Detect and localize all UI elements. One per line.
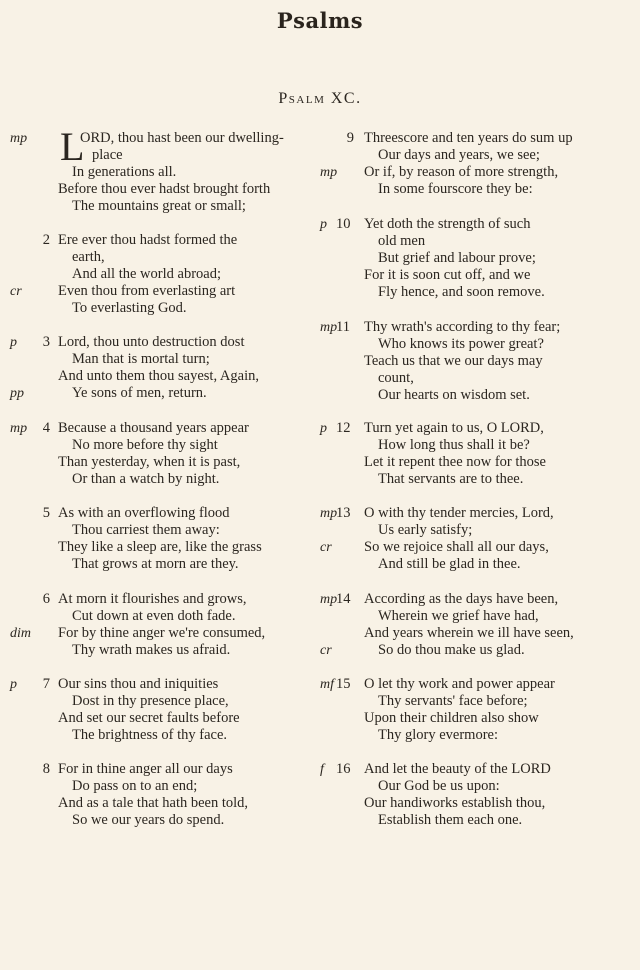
verse-text: place — [92, 147, 123, 163]
verse-text: How long thus shall it be? — [378, 437, 530, 453]
verse-line — [320, 522, 590, 539]
verse-text: And years wherein we ill have seen, — [364, 625, 574, 641]
verse-number: 14 — [336, 591, 351, 607]
verse-number: 11 — [336, 319, 350, 335]
verse-text: At morn it flourishes and grows, — [58, 591, 247, 607]
verse-line — [10, 232, 310, 249]
verse-line — [320, 336, 590, 353]
running-head: Psalms — [276, 8, 364, 33]
verse-text: Wherein we grief have had, — [378, 608, 539, 624]
verse-line — [10, 693, 310, 710]
dynamic-mark: mp — [320, 506, 338, 521]
dynamic-mark: p — [10, 335, 17, 350]
verse-text: Turn yet again to us, O LORD, — [364, 420, 544, 436]
verse-number: 8 — [42, 761, 50, 777]
verse-text: Man that is mortal turn; — [72, 351, 210, 367]
dynamic-mark: p — [320, 217, 327, 232]
verse-line — [320, 164, 590, 181]
verse-text: Thy wrath makes us afraid. — [72, 642, 231, 658]
verse-text: But grief and labour prove; — [378, 250, 536, 266]
verse-line — [320, 353, 590, 370]
verse-line — [320, 727, 590, 744]
verse-text: Our hearts on wisdom set. — [378, 387, 530, 403]
verse-text: No more before thy sight — [72, 437, 218, 453]
verse-text: Who knows its power great? — [378, 336, 544, 352]
verse-text: Ye sons of men, return. — [72, 385, 207, 401]
stanza — [10, 761, 310, 829]
verse-line — [320, 812, 590, 829]
stanza — [10, 232, 310, 317]
verse-line — [10, 795, 310, 812]
verse-text: Fly hence, and soon remove. — [378, 284, 545, 300]
stanza — [320, 130, 590, 198]
dynamic-mark: cr — [320, 643, 332, 658]
verse-number: 4 — [42, 420, 50, 436]
verse-number: 12 — [336, 420, 351, 436]
verse-line — [10, 164, 310, 181]
verse-text: Upon their children also show — [364, 710, 539, 726]
verse-line — [320, 539, 590, 556]
verse-line — [320, 250, 590, 267]
verse-text: earth, — [72, 249, 105, 265]
verse-line — [10, 198, 310, 215]
dynamic-mark: p — [320, 421, 327, 436]
verse-text: ORD, thou hast been our dwelling- — [80, 130, 284, 146]
verse-text: Establish them each one. — [378, 812, 523, 828]
verse-line — [320, 284, 590, 301]
verse-line — [320, 319, 590, 336]
verse-line — [10, 437, 310, 454]
drop-cap: L — [60, 124, 85, 169]
verse-text: Even thou from everlasting art — [58, 283, 236, 299]
verse-text: O with thy tender mercies, Lord, — [364, 505, 554, 521]
dynamic-mark: f — [320, 762, 324, 777]
verse-line — [320, 591, 590, 608]
verse-text: For it is soon cut off, and we — [364, 267, 531, 283]
verse-text: Teach us that we our days may — [364, 353, 543, 369]
verse-text: For by thine anger we're consumed, — [58, 625, 266, 641]
verse-line — [10, 283, 310, 300]
verse-line — [320, 676, 590, 693]
verse-text: And unto them thou sayest, Again, — [58, 368, 259, 384]
verse-line — [10, 778, 310, 795]
verse-line — [320, 642, 590, 659]
verse-number: 3 — [42, 334, 50, 350]
verse-line — [10, 420, 310, 437]
verse-line — [320, 505, 590, 522]
verse-text: According as the days have been, — [364, 591, 559, 607]
verse-line — [320, 387, 590, 404]
verse-text: Because a thousand years appear — [58, 420, 249, 436]
verse-text: And let the beauty of the LORD — [364, 761, 551, 777]
verse-line — [10, 351, 310, 368]
verse-line — [10, 539, 310, 556]
verse-line — [320, 693, 590, 710]
stanza — [10, 124, 310, 215]
verse-line — [10, 608, 310, 625]
verse-text: Dost in thy presence place, — [72, 693, 229, 709]
verse-line — [10, 147, 310, 164]
verse-text: Do pass on to an end; — [72, 778, 198, 794]
stanza — [10, 334, 310, 402]
dynamic-mark: mf — [320, 677, 334, 692]
verse-text: To everlasting God. — [72, 300, 187, 316]
verse-line — [320, 147, 590, 164]
verse-line — [10, 471, 310, 488]
verse-number: 9 — [346, 130, 354, 146]
verse-text: Threescore and ten years do sum up — [364, 130, 573, 146]
verse-line — [320, 608, 590, 625]
verse-line — [320, 710, 590, 727]
verse-text: old men — [378, 233, 426, 249]
verse-line — [10, 710, 310, 727]
dynamic-mark: mp — [320, 320, 338, 335]
verse-number: 10 — [336, 216, 351, 232]
verse-line — [10, 676, 310, 693]
stanza — [320, 420, 590, 488]
verse-text: And still be glad in thee. — [378, 556, 521, 572]
verse-text: count, — [378, 370, 414, 386]
verse-line — [320, 556, 590, 573]
verse-text: So do thou make us glad. — [378, 642, 525, 658]
verse-line — [320, 795, 590, 812]
verse-line — [10, 385, 310, 402]
verse-line — [10, 812, 310, 829]
verse-line — [320, 625, 590, 642]
stanza — [10, 676, 310, 744]
verse-text: Than yesterday, when it is past, — [58, 454, 241, 470]
verse-line — [320, 778, 590, 795]
verse-line — [320, 471, 590, 488]
verse-text: Or if, by reason of more strength, — [364, 164, 559, 180]
verse-line — [10, 591, 310, 608]
verse-line — [10, 249, 310, 266]
verse-text: Our sins thou and iniquities — [58, 676, 219, 692]
verse-line — [320, 370, 590, 387]
verse-line — [10, 300, 310, 317]
dynamic-mark: mp — [320, 592, 338, 607]
verse-text: That servants are to thee. — [378, 471, 524, 487]
verse-number: 13 — [336, 505, 351, 521]
verse-text: They like a sleep are, like the grass — [58, 539, 262, 555]
verse-text: And set our secret faults before — [58, 710, 240, 726]
verse-text: Thou carriest them away: — [72, 522, 220, 538]
stanza — [10, 505, 310, 573]
verse-text: Thy glory evermore: — [378, 727, 498, 743]
verse-line — [320, 437, 590, 454]
verse-text: Our God be us upon: — [378, 778, 500, 794]
verse-line — [10, 266, 310, 283]
verse-line — [320, 181, 590, 198]
verse-text: Yet doth the strength of such — [364, 216, 531, 232]
stanza — [320, 505, 590, 573]
verse-text: Lord, thou unto destruction dost — [58, 334, 245, 350]
dynamic-mark: p — [10, 677, 17, 692]
verse-line — [10, 642, 310, 659]
verse-number: 16 — [336, 761, 351, 777]
verse-text: In some fourscore they be: — [378, 181, 533, 197]
verse-text: The mountains great or small; — [72, 198, 246, 214]
verse-line — [320, 233, 590, 250]
verse-line — [320, 130, 590, 147]
dynamic-mark: dim — [10, 626, 31, 641]
verse-line — [10, 454, 310, 471]
verse-text: So we rejoice shall all our days, — [364, 539, 549, 555]
verse-line — [10, 761, 310, 778]
verse-text: And all the world abroad; — [72, 266, 221, 282]
stanza — [320, 319, 590, 404]
verse-text: Ere ever thou hadst formed the — [58, 232, 238, 248]
verse-line — [10, 181, 310, 198]
verse-text: Before thou ever hadst brought forth — [58, 181, 271, 197]
verse-line — [10, 522, 310, 539]
stanza — [320, 761, 590, 829]
verse-line — [10, 505, 310, 522]
verse-line — [10, 556, 310, 573]
stanza — [320, 216, 590, 301]
verse-line — [320, 454, 590, 471]
dynamic-mark: mp — [10, 131, 28, 146]
verse-text: As with an overflowing flood — [58, 505, 230, 521]
verse-text: So we our years do spend. — [72, 812, 225, 828]
verse-number: 2 — [42, 232, 50, 248]
verse-number: 7 — [42, 676, 50, 692]
verse-text: Thy servants' face before; — [378, 693, 528, 709]
verse-line — [10, 727, 310, 744]
verse-text: Cut down at even doth fade. — [72, 608, 236, 624]
stanza — [320, 591, 590, 659]
dynamic-mark: mp — [10, 421, 28, 436]
verse-line — [320, 761, 590, 778]
verse-text: Our handiworks establish thou, — [364, 795, 546, 811]
verse-number: 5 — [42, 505, 50, 521]
dynamic-mark: pp — [10, 386, 24, 401]
verse-text: Or than a watch by night. — [72, 471, 220, 487]
stanza — [10, 420, 310, 488]
verse-text: Let it repent thee now for those — [364, 454, 546, 470]
dynamic-mark: cr — [320, 540, 332, 555]
verse-number: 15 — [336, 676, 351, 692]
psalm-title: Psalm XC. — [278, 90, 362, 107]
verse-line — [320, 267, 590, 284]
dynamic-mark: mp — [320, 165, 338, 180]
verse-text: Us early satisfy; — [378, 522, 473, 538]
verse-line — [10, 368, 310, 385]
verse-line — [320, 420, 590, 437]
verse-text: That grows at morn are they. — [72, 556, 239, 572]
verse-text: O let thy work and power appear — [364, 676, 555, 692]
verse-text: And as a tale that hath been told, — [58, 795, 249, 811]
verse-text: Thy wrath's according to thy fear; — [364, 319, 561, 335]
verse-text: The brightness of thy face. — [72, 727, 228, 743]
verse-text: For in thine anger all our days — [58, 761, 233, 777]
verse-line — [10, 334, 310, 351]
verse-line — [320, 216, 590, 233]
stanza — [320, 676, 590, 744]
dynamic-mark: cr — [10, 284, 22, 299]
verse-text: In generations all. — [72, 164, 177, 180]
verse-text: Our days and years, we see; — [378, 147, 540, 163]
verse-line — [10, 625, 310, 642]
verse-number: 6 — [42, 591, 50, 607]
stanza — [10, 591, 310, 659]
